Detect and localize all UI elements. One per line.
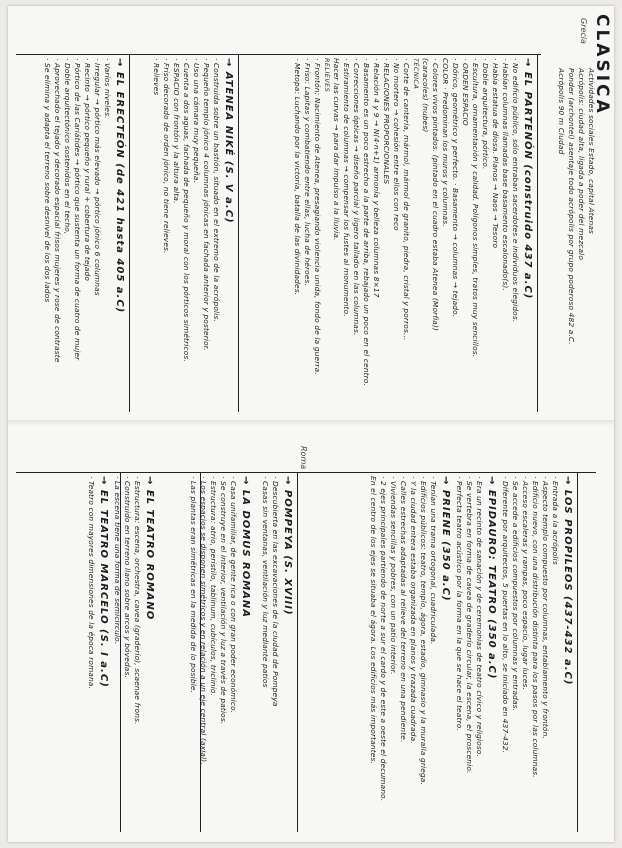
- priene-line: · Viviendas sencillas y pobres, con un patio interior.: [389, 476, 398, 675]
- propileos-line: · Se accede a edificios compuestos por columnas y entradas.: [511, 476, 520, 712]
- rule-top: [16, 54, 541, 55]
- domus-line: · Los espacios se disponen simétricos y en relación a un eje central (axial).: [199, 476, 208, 765]
- pompeya-block: [260, 476, 296, 707]
- intro-block: [556, 68, 596, 345]
- rule-propileos: [577, 472, 578, 832]
- partenon-line: · ORDEN ESPACIO: [461, 58, 470, 126]
- domus-heading: → LA DOMUS ROMANA: [238, 476, 252, 765]
- epidauro-heading: → EPIDAURO: TEATRO (350 a.C): [484, 476, 498, 801]
- rule-bottom: [16, 472, 596, 473]
- partenon-line: COLOR · Predominan los muros y columnas.: [441, 58, 450, 227]
- partenon-block: [292, 58, 536, 386]
- partenon-line: · Colores vivos pintados. (pintado en el cuadro estaba Atenea (Morfia)): [431, 58, 440, 332]
- tecnica-line: Hacer las curvas → para dar impulso a la lluvia.: [332, 58, 341, 241]
- partenon-line: (caracoles) (nubes): [421, 58, 430, 133]
- erection-line: · Aprovechado el tejado y decorado espacial frisos mujeres y rose de contraste: [53, 58, 62, 363]
- erection-line: · Doble arquitectónico sostenidos en el techo,: [63, 58, 72, 235]
- domus-line: · Estructura: atrio, peristilo, tablinum, cubículos, triclinio.: [209, 476, 218, 697]
- partenon-line: · Había estatua de diosa. Planos → Naos → Tesoro: [491, 58, 500, 249]
- notes-sheet: [8, 6, 614, 842]
- propileos-line: · Diferente por arquitectos, 5 puertas en lo alto, se iniciado en 437-432.: [501, 476, 510, 754]
- relieves-line: · Metopa: Luchando por la victoria, batalla de las divinidades.: [293, 58, 302, 296]
- priene-line: · Edificios públicos: teatro, templo, ágora, estadio, gimnasio y la muralla griega.: [419, 476, 428, 785]
- propileos-line: · Edificio nuevo, con una distribución distinta para los pasos por las columnas.: [531, 476, 540, 778]
- erection-line: · Pórtico de las Cariátides → pórtico que sustenta un forma de cuatro de mujer: [73, 58, 82, 361]
- rule-pompeya: [297, 472, 298, 832]
- propileos-line: · Entrada a la acrópolis: [551, 476, 560, 565]
- propileos-line: · Aspecto templo compuesto por columnas, entablamento y frontón.: [541, 476, 550, 739]
- domus-line: · Casa unifamiliar, de gente rica o con gran poder económico.: [229, 476, 238, 714]
- priene-line: · 2 ejes principales partiendo de norte a sur el cardo y de este a oeste el decumano.: [379, 476, 388, 802]
- priene-line: En el centro de los ejes se situaba el ágora. Los edificios más importantes.: [369, 476, 378, 764]
- marcelo-line: · Teatro con mayores dimensiones de la época romana.: [87, 476, 96, 690]
- intro-line: Actividades sociales Estado, capital Atenas: [587, 68, 596, 235]
- domus-line: · Se construye en el interior, ventilación y luz a través de patios.: [219, 476, 228, 725]
- priene-line: · Y la ciudad entera estaba organizada en planos y trazada cuadrada.: [409, 476, 418, 744]
- pompeya-line: · Descubierta en las excavaciones de la ciudad de Pompeya: [271, 476, 280, 707]
- propileos-line: · Acceso escaleras y rampas, poco espacio, lugar luces.: [521, 476, 530, 691]
- epidauro-line: · Era un recinto de sanación y de ceremonias de teatro cívico y religioso.: [475, 476, 484, 758]
- tecnica-line: · Corte de cantería, mármol, mármol de granito, piedra, cristal y porros...: [402, 58, 411, 341]
- rule-erection: [129, 54, 130, 412]
- tecnica-line: · Relación 4 y 9 → N(4·n+1) armonía y belleza columnas 8×17: [372, 58, 381, 298]
- priene-line: · Tenían una trama ortogonal, cuadriculada.: [429, 476, 438, 645]
- nike-line: · Uso una cámara muy pequeña.: [192, 58, 201, 183]
- erection-heading: → EL ERECTEÓN (de 421 hasta 405 a.C): [112, 58, 126, 363]
- teatro-line: · La escena tiene una forma de semicírculo.: [113, 476, 122, 645]
- domus-block: [188, 476, 254, 765]
- teatro-block: [86, 476, 158, 725]
- pompeya-line: · Casas sin ventanas, ventilación y luz mediante patios: [261, 476, 270, 688]
- erection-block: [42, 58, 128, 363]
- relieves-line: RELIEVES: [323, 58, 331, 93]
- teatro-line: · Estructura: escena, orchestra, cavea (graderío), scaenae frons.: [133, 476, 142, 725]
- tecnica-heading: TÉCNICA: [412, 58, 420, 90]
- rule-partenon: [537, 54, 538, 412]
- erection-line: · Recinto → pórtico pequeño y rural + cobertura de tejado: [83, 58, 92, 282]
- tecnica-line: · Estiramiento de columnas → compensar los fustes al monumento.: [342, 58, 351, 317]
- nike-heading: → ATENEA NIKÉ (S. V a.C): [221, 58, 235, 362]
- relieves-line: · Friso: Lapitas y combatiendo entre ellas, lucha de héroes.: [303, 58, 312, 287]
- teatro-line: · Construido en terreno llano sobre arcos y bóvedas.: [123, 476, 132, 678]
- domus-line: · Las plantas eran simétricas en la medida de lo posible.: [189, 476, 198, 694]
- nike-line: · Pequeño templo jónico 4 columnas jónicas en fachada anterior y posterior.: [202, 58, 211, 351]
- page-fold: [8, 420, 614, 426]
- priene-heading: → PRIENE (350 a.C): [438, 476, 452, 801]
- tecnica-line: · RELACIONES PROPORCIONALES: [382, 58, 391, 185]
- marcelo-heading: → EL TEATRO MARCELO (S. I a.C): [96, 476, 110, 725]
- epidauro-line: · Perfecta teatro acústico por la forma en la que se hace el teatro.: [455, 476, 464, 731]
- epidauro-line: · Se vertebra en forma de cavea de graderío circular, la escena, el proscenio.: [465, 476, 474, 774]
- pompeya-heading: → POMPEYA (S. XVIII): [280, 476, 294, 707]
- partenon-heading: → EL PARTENÓN (construido 437 a.C): [520, 58, 534, 386]
- intro-line: Acrópolis 90 m Ciudad: [557, 68, 566, 155]
- partenon-line: · No edificio público, sólo entraban sacerdotes e individuos elegidos.: [511, 58, 520, 323]
- priene-line: · Calles estrechas adaptadas al relieve del terreno en una pendiente.: [399, 476, 408, 743]
- intro-line: Acrópolis: ciudad alta, ligada a poder del mezcalo: [577, 68, 586, 261]
- teatro-heading: → EL TEATRO ROMANO: [142, 476, 156, 725]
- propileos-block: [368, 476, 576, 801]
- tecnica-line: · Correcciones ópticas → diseño parcial y ligero tallado en las columnas.: [352, 58, 361, 336]
- page-title: CLASICA: [592, 14, 612, 116]
- partenon-line: · Doble arquitectura, pórtico.: [481, 58, 490, 170]
- tecnica-line: · Basamento es un poco estrecho a la parte de arriba, rebajado un poco en el centro.: [362, 58, 371, 387]
- propileos-heading: → LOS PROPILEOS (437-432 a.C): [560, 476, 574, 801]
- intro-line: Ponder (archontel) asentaje todo acrópolis por grupo poderoso 482 a.C.: [567, 68, 576, 345]
- erection-line: · Irregular → pórtico más elevado → pórtico jónico 6 columnas: [93, 58, 102, 296]
- partenon-line: · Habían columnas llamadas base basamento escalonado(s).: [501, 58, 510, 291]
- erection-line: · Se elimina y adapta el terreno sobre desnivel de los dos lados: [43, 58, 52, 303]
- erection-line: · Varios niveles.: [103, 58, 112, 119]
- nike-line: · Relieves: [152, 58, 161, 96]
- rule-nike: [238, 54, 239, 412]
- relieves-line: · Frontón: Nacimiento de Atenea, presagiando violencia unida, fondo de la guerra.: [313, 58, 322, 375]
- partenon-line: · Escultura, ornamentación y calidad. Polígonos simples, tratos muy sencillos.: [471, 58, 480, 358]
- tecnica-line: · No mortero → cohesión entre ellos con reco: [392, 58, 401, 231]
- nike-line: · Friso decorado de orden jónico, no tiene relieves.: [162, 58, 171, 254]
- nike-line: · Cuenta a dos aguas, fachada de pequeño y moral con los pórticos simétricos.: [182, 58, 191, 362]
- nike-block: [151, 58, 237, 362]
- partenon-line: · Dórico, geométrico y perfecto. · Basamento → columnas → tejado.: [451, 58, 460, 318]
- tag-roma: Roma: [299, 446, 308, 470]
- tag-grecia: Grecia: [579, 18, 588, 44]
- nike-line: · Construida sobre un bastión, situado en el extremo de la acrópolis.: [212, 58, 221, 322]
- nike-line: · ESPACIO con frontón y la altura alta.: [172, 58, 181, 204]
